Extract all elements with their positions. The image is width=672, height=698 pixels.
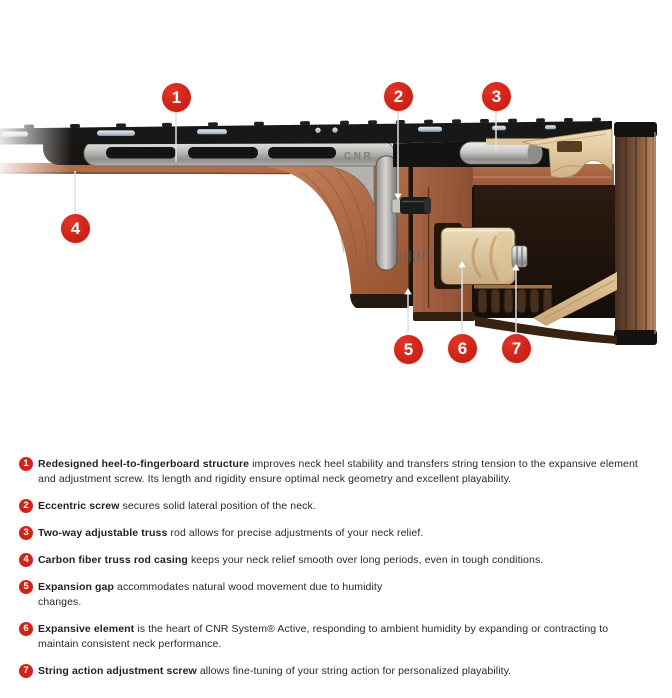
legend-bullet-2: 2 — [19, 499, 33, 513]
bracket-notch — [557, 141, 582, 152]
legend-text-1: Redesigned heel-to-fingerboard structure improves neck heel stability and transfers string tension to the expansive element and adjustment screw. Its length and rigidity ensure optimal neck geometry and excellent playability. — [38, 458, 638, 485]
callout-badge-2[interactable]: 2 — [384, 82, 413, 111]
callout-badge-3[interactable]: 3 — [482, 82, 511, 111]
block-bottom-edge — [413, 312, 475, 321]
legend-bullet-7: 7 — [19, 664, 33, 678]
legend-item-7 — [19, 664, 659, 679]
legend-item-6 — [19, 622, 659, 652]
legend-bullet-4: 4 — [19, 553, 33, 567]
legend-item-1 — [19, 457, 659, 487]
heel-cap — [350, 294, 409, 308]
legend-bullet-5: 5 — [19, 580, 33, 594]
legend-text-6: Expansive element is the heart of CNR System® Active, responding to ambient humidity by expanding or contracting to maintain consistent neck performance. — [38, 623, 609, 650]
legend-text-3: Two-way adjustable truss rod allows for precise adjustments of your neck relief. — [38, 527, 424, 539]
legend-item-4 — [19, 553, 659, 568]
legend-item-3 — [19, 526, 659, 541]
heel-structure-slots — [106, 147, 336, 159]
legend-text-5: Expansion gap accommodates natural wood movement due to humidity changes. — [38, 581, 383, 608]
legend-text-4: Carbon fiber truss rod casing keeps your neck relief smooth over long periods, even in tough conditions. — [38, 554, 544, 566]
callout-badge-6[interactable]: 6 — [448, 334, 477, 363]
guitar-side-panel — [614, 122, 657, 345]
legend-bullet-1: 1 — [19, 457, 33, 471]
callout-badge-7[interactable]: 7 — [502, 334, 531, 363]
legend-item-5 — [19, 580, 659, 610]
legend-text-7: String action adjustment screw allows fine-tuning of your string action for personalized playability. — [38, 665, 512, 677]
left-haze — [0, 118, 72, 188]
callout-badge-1[interactable]: 1 — [162, 83, 191, 112]
expansion-gap — [409, 166, 414, 306]
legend-bullet-3: 3 — [19, 526, 33, 540]
side-top-binding — [614, 122, 657, 137]
legend-item-2 — [19, 499, 659, 514]
engraving-text: CNR — [344, 151, 374, 162]
string-action-screw — [512, 246, 527, 267]
legend-text-2: Eccentric screw secures solid lateral position of the neck. — [38, 500, 316, 512]
legend — [19, 457, 659, 691]
callout-badge-4[interactable]: 4 — [61, 214, 90, 243]
expansive-element — [434, 223, 515, 289]
callout-badge-5[interactable]: 5 — [394, 335, 423, 364]
legend-bullet-6: 6 — [19, 622, 33, 636]
side-bottom-binding — [614, 330, 657, 345]
